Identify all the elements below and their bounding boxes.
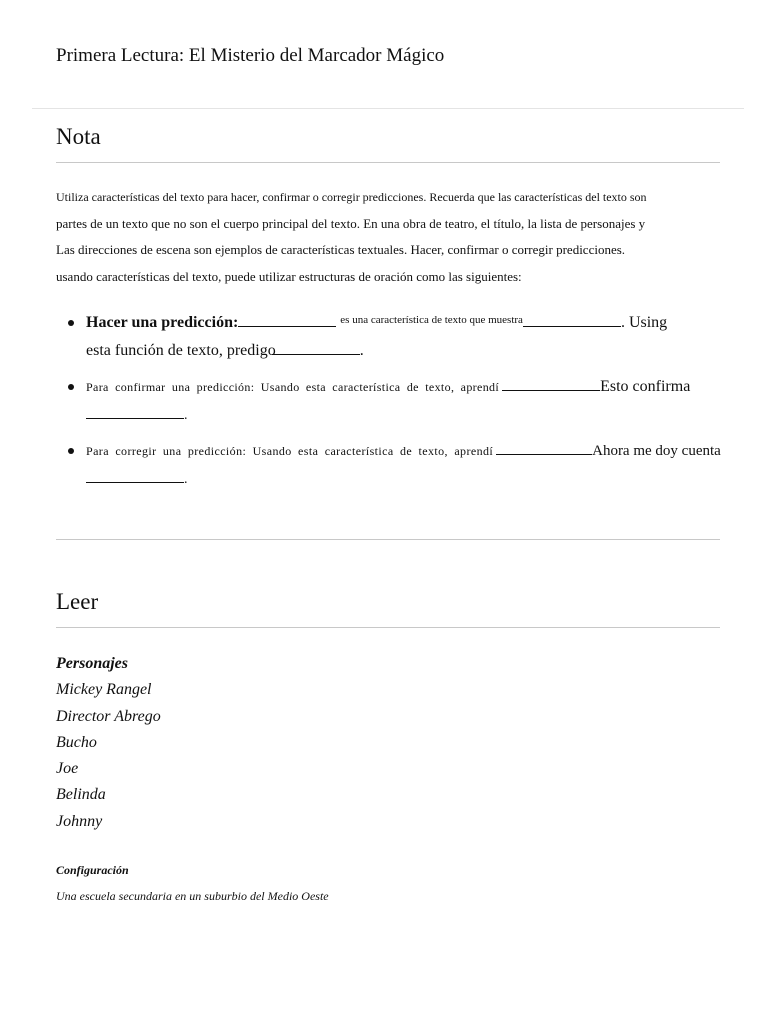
setting-heading: Configuración	[56, 863, 129, 877]
nota-line: Las direcciones de escena son ejemplos de características textuales. Hacer, confirmar o corregir predicciones.	[56, 242, 626, 257]
answer-blank[interactable]	[523, 314, 621, 327]
prediction-end: .	[359, 342, 364, 359]
header-divider	[32, 108, 744, 109]
nota-line: Utiliza características del texto para hacer, confirmar o corregir predicciones. Recuerda que las características del texto son	[56, 190, 647, 204]
character-name: Belinda	[56, 786, 106, 804]
character-name: Mickey Rangel	[56, 681, 152, 699]
confirm-item-cont	[86, 406, 188, 424]
confirm-end: .	[184, 408, 188, 423]
correct-end: .	[184, 472, 188, 487]
correct-item	[86, 442, 721, 460]
nota-line: usando características del texto, puede utilizar estructuras de oración como las siguientes:	[56, 268, 522, 284]
confirm-item	[86, 378, 690, 396]
bullet-marker	[68, 384, 74, 390]
answer-blank[interactable]	[272, 342, 360, 355]
character-name: Joe	[56, 760, 79, 778]
characters-heading: Personajes	[56, 655, 128, 672]
leer-divider	[56, 627, 720, 628]
prediction-item-cont	[86, 342, 364, 360]
prediction-item	[86, 314, 667, 332]
prediction-tail: . Using	[620, 314, 668, 331]
section-divider	[56, 539, 720, 540]
character-name: Director Abrego	[56, 707, 161, 725]
answer-blank[interactable]	[86, 406, 184, 419]
answer-blank[interactable]	[502, 378, 600, 391]
prediction-mid: es una característica de texto que muestra	[340, 314, 523, 326]
answer-blank[interactable]	[86, 470, 184, 483]
nota-heading: Nota	[56, 124, 101, 149]
leer-heading: Leer	[56, 589, 99, 614]
character-list	[56, 651, 161, 835]
nota-divider	[56, 162, 720, 163]
bullet-marker	[68, 320, 74, 326]
nota-paragraph	[56, 184, 720, 290]
character-name: Bucho	[56, 733, 97, 751]
answer-blank[interactable]	[238, 314, 336, 327]
correct-lead: Para corregir una predicción: Usando esta característica de texto, aprendí	[86, 444, 494, 458]
setting-text: Una escuela secundaria en un suburbio del Medio Oeste	[56, 889, 329, 903]
bullet-marker	[68, 448, 74, 454]
answer-blank[interactable]	[496, 442, 592, 455]
character-name: Johnny	[56, 812, 103, 830]
confirm-lead: Para confirmar una predicción: Usando esta característica de texto, aprendí	[86, 380, 500, 394]
prediction-line2: esta función de texto, predigo	[86, 342, 276, 359]
correct-tail: Ahora me doy cuenta	[592, 443, 721, 459]
page-title: Primera Lectura: El Misterio del Marcador Mágico	[56, 45, 445, 66]
prediction-lead: Hacer una predicción:	[86, 314, 239, 331]
confirm-tail: Esto confirma	[600, 378, 691, 395]
correct-item-cont	[86, 470, 188, 488]
nota-line: partes de un texto que no son el cuerpo principal del texto. En una obra de teatro, el título, la lista de personajes y	[56, 215, 646, 231]
